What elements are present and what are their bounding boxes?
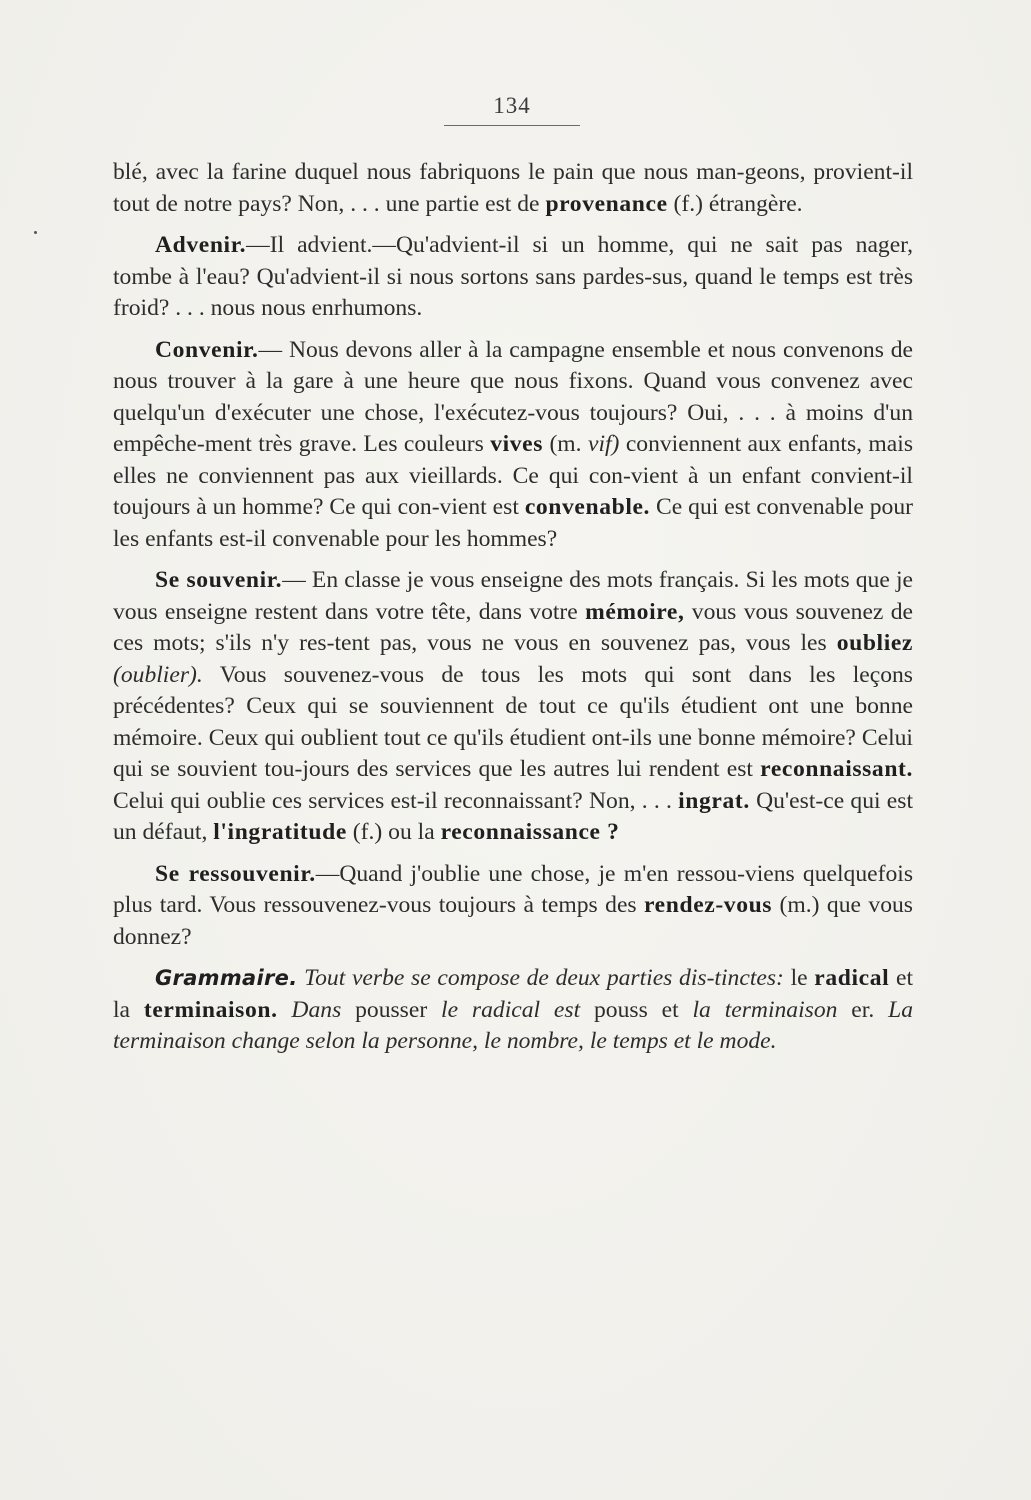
paragraph-se-ressouvenir — [113, 859, 913, 954]
term-reconnaissance: reconnaissance ? — [440, 819, 620, 845]
page-text — [113, 157, 913, 1068]
term-memoire: mémoire, — [585, 598, 685, 625]
term-se-souvenir: Se souvenir. — [155, 567, 283, 593]
term-convenir: Convenir. — [155, 336, 259, 363]
text-run: le — [783, 965, 815, 991]
text-run: Celui qui oublie ces services est-il reconnaissant? Non, . . . — [113, 787, 679, 814]
text-run: (m.) que vous donnez? — [113, 892, 913, 950]
term-ingrat: ingrat. — [678, 787, 750, 814]
term-ingratitude: l'ingratitude — [213, 819, 347, 845]
text-run: Vous souvenez-vous de tous les mots qui sont dans les leçons précédentes? Ceux qui se souviennent de tout ce qu'ils étudient ont une bonne mémoire. Ceux qui oublient tout ce qu'ils étudient ont-ils une bonne mémoire? Celui qui se souvient tou-jours des services que les autres lui rendent est — [113, 661, 913, 782]
text-run: (f.) étrangère. — [667, 190, 803, 217]
paragraph-convenir — [113, 335, 913, 556]
text-run: pouss et — [580, 996, 693, 1023]
text-run: conviennent aux enfants, mais elles ne conviennent pas aux vieillards. Ce qui con-vient à un enfant convient-il toujours à un homme? Ce qui con-vient est — [113, 431, 913, 520]
term-vives: vives — [490, 431, 544, 457]
text-run: Qu'est-ce qui est un défaut, — [113, 787, 913, 845]
text-run: et la — [113, 965, 913, 1023]
term-reconnaissant: reconnaissant. — [760, 756, 913, 782]
text-run: —Il advient.—Qu'advient-il si un homme, qui ne sait pas nager, tombe à l'eau? Qu'advient-il si nous sortons sans pardes-sus, quand le temps est très froid? . . . nous nous enrhumons. — [113, 232, 913, 321]
italic-run: La terminaison change selon la personne, le nombre, le temps et le mode. — [113, 996, 913, 1054]
text-run: (f.) ou la — [346, 819, 441, 845]
text-run: er. — [837, 996, 889, 1023]
term-convenable: convenable. — [524, 494, 651, 520]
italic-run: Tout verbe se compose de deux parties dis-tinctes: — [297, 965, 784, 991]
text-run: (m. — [543, 431, 588, 457]
page-header — [444, 93, 580, 126]
text-run: — Nous devons aller à la campagne ensemble et nous convenons de nous trouver à la gare à une heure que nous fixons. Quand vous convenez avec quelqu'un d'exécuter une chose, l'exécutez-vous toujours? Oui, . . . à moins d'un empêche-ment très grave. Les couleurs — [113, 336, 913, 457]
ink-speck — [34, 231, 37, 234]
term-terminaison: terminaison. — [143, 996, 278, 1023]
italic-run: Dans — [277, 996, 342, 1023]
italic-oublier: (oublier). — [113, 661, 203, 688]
paragraph-grammaire — [113, 963, 913, 1058]
grammar-label: Grammaire. — [155, 966, 298, 990]
text-run: vous vous souvenez de ces mots; s'ils n'y res-tent pas, vous ne vous en souvenez pas, vous les — [113, 598, 913, 656]
text-run: —Quand j'oublie une chose, je m'en ressou-viens quelquefois plus tard. Vous ressouvenez-vous toujours à temps des — [113, 860, 913, 918]
text-run: blé, avec la farine duquel nous fabriquons le pain que nous man-geons, provient-il tout de notre pays? Non, . . . une partie est de — [113, 159, 913, 217]
text-run: Ce qui est convenable pour les enfants est-il convenable pour les hommes? — [113, 494, 914, 552]
italic-run: la terminaison — [692, 996, 838, 1023]
paragraph-ble — [113, 157, 913, 220]
term-se-ressouvenir: Se ressouvenir. — [155, 860, 316, 887]
paragraph-se-souvenir — [113, 565, 913, 849]
term-provenance: provenance — [545, 190, 668, 217]
page-number: 134 — [493, 93, 531, 118]
paragraph-advenir — [113, 230, 913, 325]
italic-run: le radical est — [441, 996, 581, 1023]
term-rendez-vous: rendez-vous — [644, 892, 773, 918]
term-advenir: Advenir. — [155, 232, 247, 258]
italic-vif: vif) — [587, 431, 620, 457]
term-oubliez: oubliez — [836, 630, 913, 656]
term-radical: radical — [814, 965, 890, 991]
text-run: pousser — [341, 996, 442, 1023]
text-run: — En classe je vous enseigne des mots français. Si les mots que je vous enseigne restent dans votre tête, dans votre — [113, 567, 913, 625]
header-rule — [444, 125, 580, 126]
